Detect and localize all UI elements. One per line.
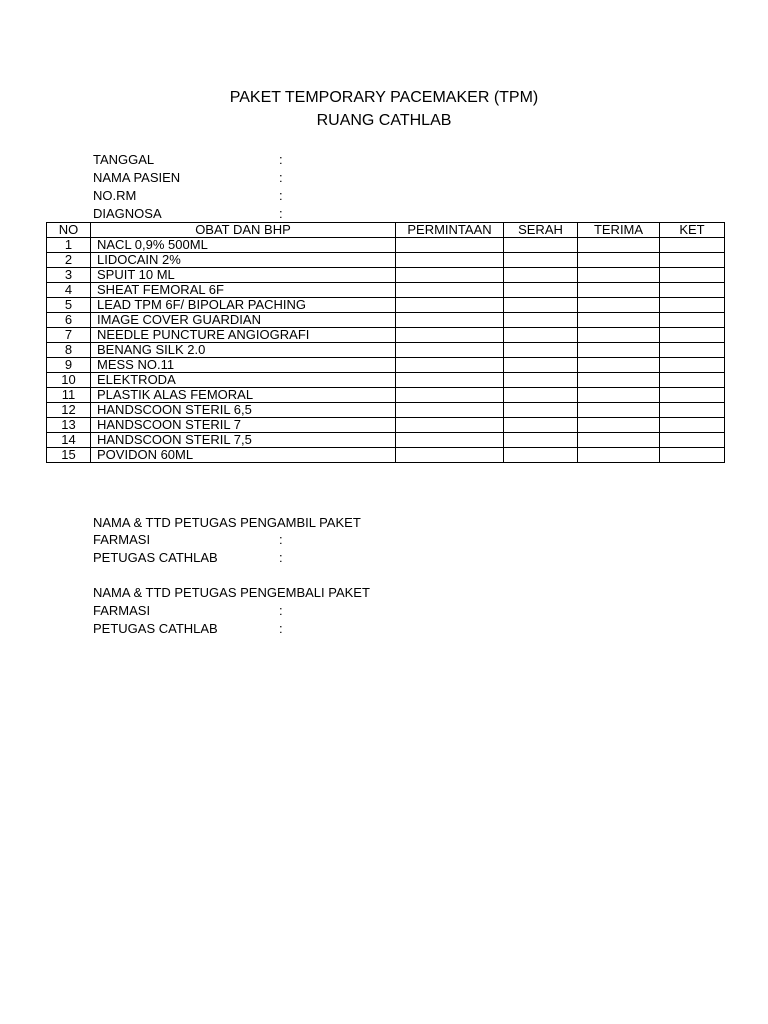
cell-item: SHEAT FEMORAL 6F <box>91 283 396 298</box>
cell-serah <box>504 403 578 418</box>
cell-terima <box>578 373 660 388</box>
cell-no: 15 <box>47 448 91 463</box>
cell-serah <box>504 358 578 373</box>
table-header-row <box>47 223 725 238</box>
header-serah: SERAH <box>504 223 578 238</box>
field-colon: : <box>279 550 283 565</box>
items-table <box>46 222 725 463</box>
table-row <box>47 283 725 298</box>
table-row <box>47 343 725 358</box>
table-row <box>47 388 725 403</box>
cell-item: HANDSCOON STERIL 6,5 <box>91 403 396 418</box>
cell-item: BENANG SILK 2.0 <box>91 343 396 358</box>
cell-no: 7 <box>47 328 91 343</box>
cell-permintaan <box>396 358 504 373</box>
cell-terima <box>578 238 660 253</box>
cell-serah <box>504 373 578 388</box>
cell-ket <box>660 373 725 388</box>
cell-serah <box>504 283 578 298</box>
cell-permintaan <box>396 238 504 253</box>
cell-serah <box>504 388 578 403</box>
document-title: PAKET TEMPORARY PACEMAKER (TPM) <box>229 89 539 106</box>
cell-permintaan <box>396 403 504 418</box>
field-label: PETUGAS CATHLAB <box>93 621 218 636</box>
cell-terima <box>578 418 660 433</box>
cell-item: LEAD TPM 6F/ BIPOLAR PACHING <box>91 298 396 313</box>
cell-terima <box>578 358 660 373</box>
cell-permintaan <box>396 343 504 358</box>
field-colon: : <box>279 152 283 167</box>
table-row <box>47 373 725 388</box>
table-row <box>47 253 725 268</box>
cell-permintaan <box>396 328 504 343</box>
cell-ket <box>660 238 725 253</box>
cell-item: SPUIT 10 ML <box>91 268 396 283</box>
table-row <box>47 268 725 283</box>
cell-ket <box>660 328 725 343</box>
header-permintaan: PERMINTAAN <box>396 223 504 238</box>
cell-terima <box>578 268 660 283</box>
field-label: DIAGNOSA <box>93 206 162 221</box>
cell-no: 14 <box>47 433 91 448</box>
field-colon: : <box>279 532 283 547</box>
cell-ket <box>660 388 725 403</box>
cell-no: 13 <box>47 418 91 433</box>
cell-no: 8 <box>47 343 91 358</box>
field-colon: : <box>279 621 283 636</box>
cell-permintaan <box>396 268 504 283</box>
cell-item: HANDSCOON STERIL 7 <box>91 418 396 433</box>
cell-no: 4 <box>47 283 91 298</box>
field-label: FARMASI <box>93 603 151 618</box>
field-colon: : <box>279 603 283 618</box>
table-row <box>47 358 725 373</box>
cell-item: LIDOCAIN 2% <box>91 253 396 268</box>
cell-permintaan <box>396 253 504 268</box>
cell-ket <box>660 358 725 373</box>
cell-permintaan <box>396 433 504 448</box>
cell-permintaan <box>396 388 504 403</box>
cell-no: 9 <box>47 358 91 373</box>
cell-terima <box>578 253 660 268</box>
section-heading: NAMA & TTD PETUGAS PENGAMBIL PAKET <box>93 515 361 530</box>
cell-ket <box>660 433 725 448</box>
cell-terima <box>578 388 660 403</box>
cell-item: NACL 0,9% 500ML <box>91 238 396 253</box>
cell-ket <box>660 253 725 268</box>
table-row <box>47 448 725 463</box>
cell-no: 10 <box>47 373 91 388</box>
cell-no: 11 <box>47 388 91 403</box>
cell-item: POVIDON 60ML <box>91 448 396 463</box>
cell-terima <box>578 283 660 298</box>
field-label: NAMA PASIEN <box>93 170 181 185</box>
cell-serah <box>504 253 578 268</box>
table-row <box>47 298 725 313</box>
cell-terima <box>578 298 660 313</box>
cell-item: IMAGE COVER GUARDIAN <box>91 313 396 328</box>
cell-terima <box>578 403 660 418</box>
cell-no: 6 <box>47 313 91 328</box>
cell-ket <box>660 313 725 328</box>
cell-terima <box>578 313 660 328</box>
cell-no: 3 <box>47 268 91 283</box>
cell-permintaan <box>396 418 504 433</box>
cell-serah <box>504 298 578 313</box>
cell-no: 5 <box>47 298 91 313</box>
header-no: NO <box>47 223 91 238</box>
cell-ket <box>660 283 725 298</box>
table-row <box>47 403 725 418</box>
cell-ket <box>660 298 725 313</box>
table-row <box>47 328 725 343</box>
document-subtitle: RUANG CATHLAB <box>316 112 452 129</box>
cell-permintaan <box>396 373 504 388</box>
cell-ket <box>660 403 725 418</box>
cell-serah <box>504 433 578 448</box>
field-label: TANGGAL <box>93 152 155 167</box>
cell-serah <box>504 448 578 463</box>
cell-ket <box>660 268 725 283</box>
cell-serah <box>504 268 578 283</box>
cell-item: HANDSCOON STERIL 7,5 <box>91 433 396 448</box>
table-row <box>47 418 725 433</box>
table-row <box>47 313 725 328</box>
cell-terima <box>578 328 660 343</box>
header-obat-dan-bhp: OBAT DAN BHP <box>91 223 396 238</box>
cell-permintaan <box>396 313 504 328</box>
cell-permintaan <box>396 283 504 298</box>
cell-terima <box>578 448 660 463</box>
section-heading: NAMA & TTD PETUGAS PENGEMBALI PAKET <box>93 585 370 600</box>
cell-permintaan <box>396 448 504 463</box>
field-colon: : <box>279 170 283 185</box>
cell-serah <box>504 343 578 358</box>
field-colon: : <box>279 206 283 221</box>
header-terima: TERIMA <box>578 223 660 238</box>
cell-no: 2 <box>47 253 91 268</box>
table-row <box>47 433 725 448</box>
table-row <box>47 238 725 253</box>
cell-item: MESS NO.11 <box>91 358 396 373</box>
cell-no: 12 <box>47 403 91 418</box>
field-label: FARMASI <box>93 532 151 547</box>
cell-item: ELEKTRODA <box>91 373 396 388</box>
cell-serah <box>504 418 578 433</box>
cell-item: PLASTIK ALAS FEMORAL <box>91 388 396 403</box>
cell-permintaan <box>396 298 504 313</box>
cell-terima <box>578 433 660 448</box>
cell-ket <box>660 448 725 463</box>
field-label: NO.RM <box>93 188 137 203</box>
cell-ket <box>660 343 725 358</box>
cell-item: NEEDLE PUNCTURE ANGIOGRAFI <box>91 328 396 343</box>
header-ket: KET <box>660 223 725 238</box>
cell-serah <box>504 328 578 343</box>
cell-serah <box>504 313 578 328</box>
cell-ket <box>660 418 725 433</box>
cell-serah <box>504 238 578 253</box>
cell-no: 1 <box>47 238 91 253</box>
cell-terima <box>578 343 660 358</box>
field-colon: : <box>279 188 283 203</box>
field-label: PETUGAS CATHLAB <box>93 550 218 565</box>
